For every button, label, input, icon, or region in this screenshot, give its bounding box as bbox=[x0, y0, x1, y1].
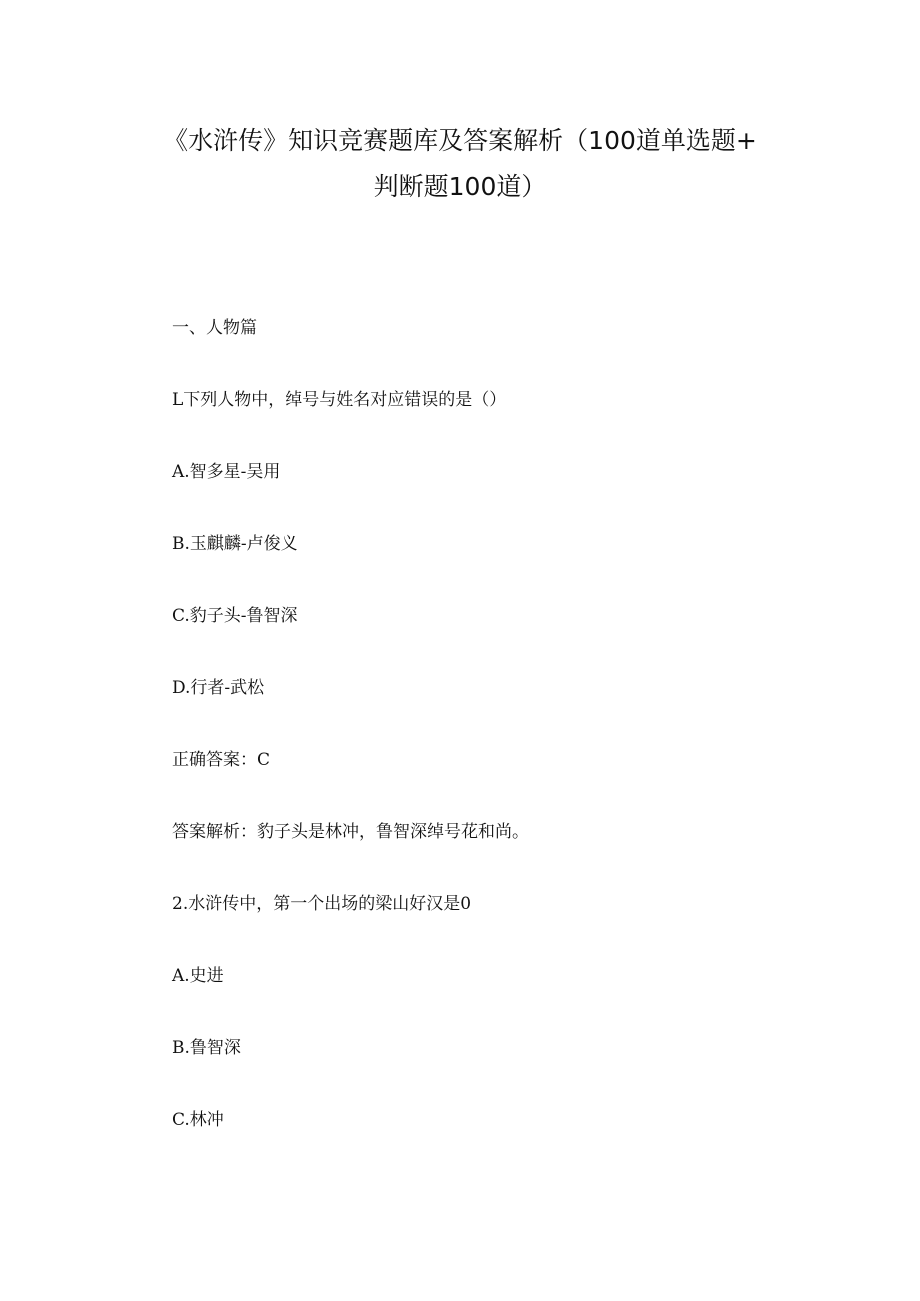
question-1-answer: 正确答案：C bbox=[172, 750, 271, 770]
document-title bbox=[60, 118, 860, 210]
section-heading: 一、人物篇 bbox=[172, 318, 257, 338]
question-1-stem: L下列人物中，绰号与姓名对应错误的是（） bbox=[172, 390, 507, 410]
question-1-option-d: D.行者-武松 bbox=[172, 678, 265, 698]
question-1-option-a: A.智多星-吴用 bbox=[172, 462, 281, 482]
question-2-option-b: B.鲁智深 bbox=[172, 1038, 241, 1058]
question-1-explanation: 答案解析：豹子头是林冲，鲁智深绰号花和尚。 bbox=[172, 822, 529, 842]
question-1-option-c: C.豹子头-鲁智深 bbox=[172, 606, 298, 626]
question-1-option-b: B.玉麒麟-卢俊义 bbox=[172, 534, 298, 554]
question-2-stem: 2.水浒传中，第一个出场的梁山好汉是0 bbox=[172, 894, 472, 914]
question-2-option-c: C.林冲 bbox=[172, 1110, 224, 1130]
document-title-line-2: 判断题100道） bbox=[373, 172, 547, 201]
question-2-option-a: A.史进 bbox=[172, 966, 224, 986]
document-title-line-1: 《水浒传》知识竞赛题库及答案解析（100道单选题+ bbox=[163, 126, 757, 155]
